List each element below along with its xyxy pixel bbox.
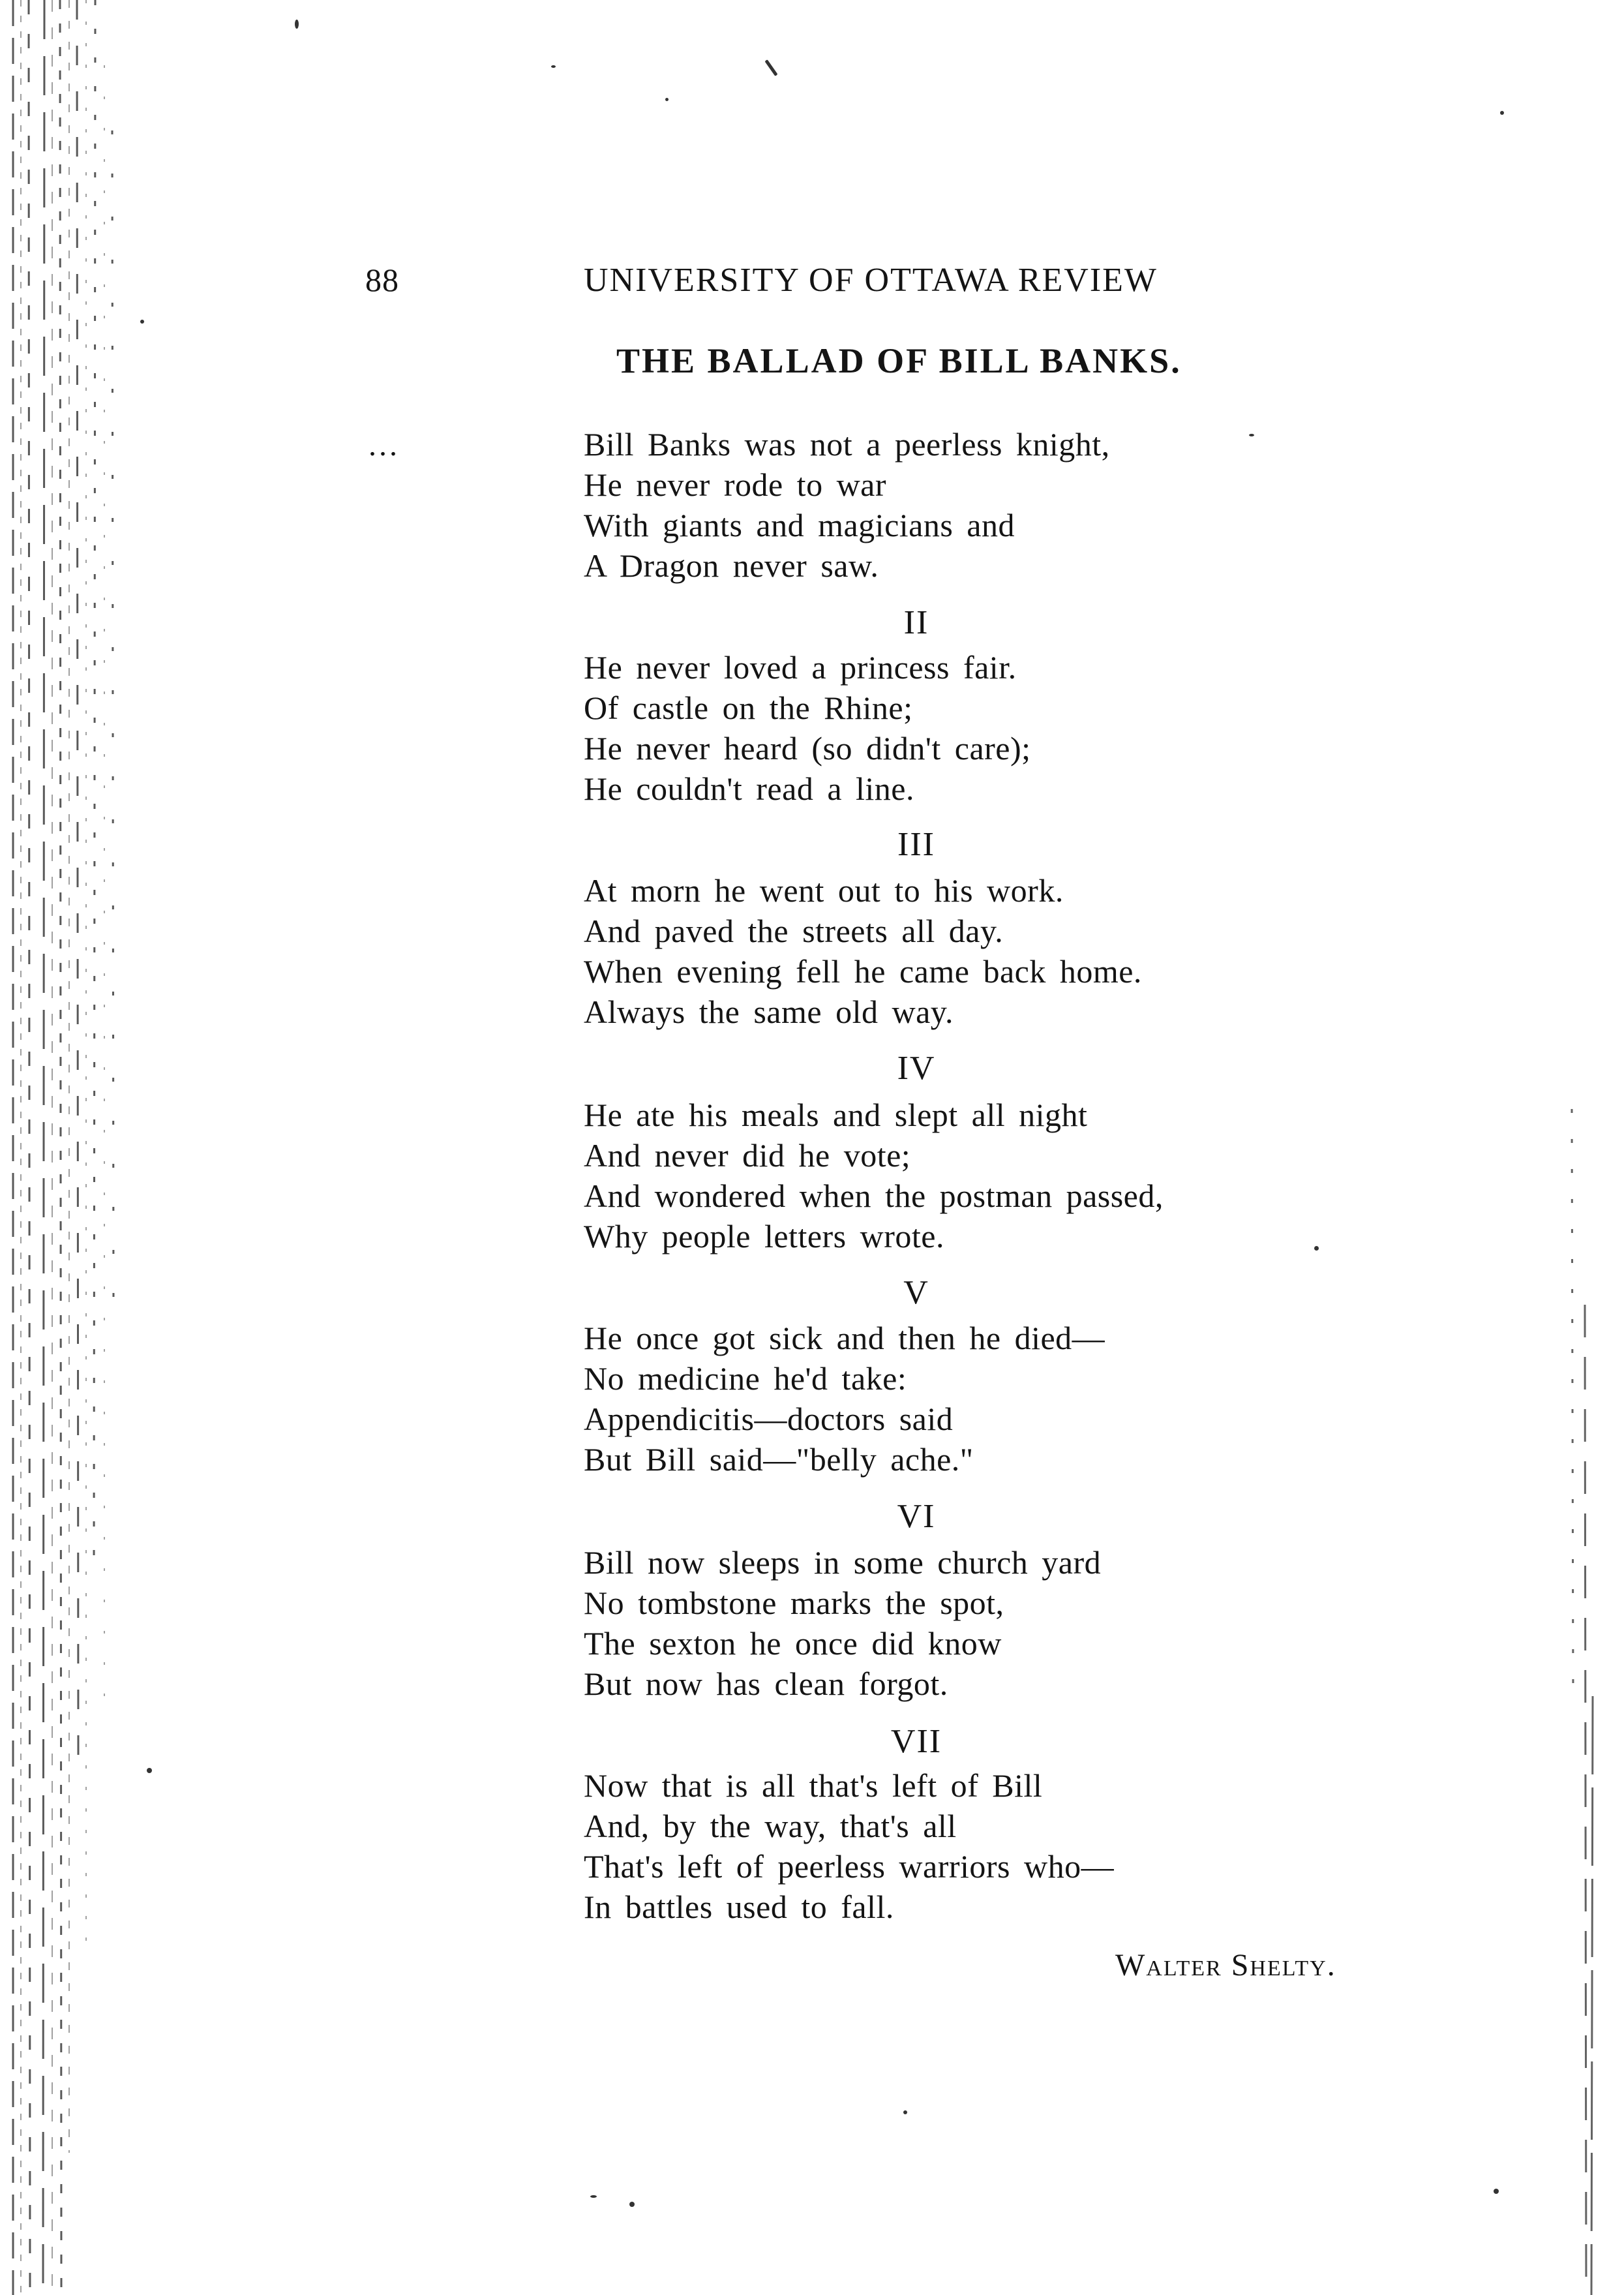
- scan-speck: [147, 1768, 152, 1773]
- scan-speck: [665, 98, 669, 101]
- verse-line: Of castle on the Rhine;: [584, 690, 913, 726]
- stanza-numeral: II: [903, 604, 929, 641]
- verse-line: With giants and magicians and: [584, 507, 1015, 543]
- verse-line: In battles used to fall.: [584, 1889, 894, 1925]
- verse-line: And, by the way, that's all: [584, 1808, 957, 1844]
- verse-line: A Dragon never saw.: [584, 547, 879, 584]
- verse-line: He couldn't read a line.: [584, 770, 914, 807]
- scan-speck: [629, 2202, 635, 2207]
- verse-line: At morn he went out to his work.: [584, 872, 1064, 909]
- verse-line: The sexton he once did know: [584, 1625, 1002, 1662]
- verse-line: Why people letters wrote.: [584, 1218, 944, 1254]
- stanza: [584, 870, 1301, 1032]
- stanza-numeral: VI: [897, 1498, 936, 1535]
- stanza: [584, 1542, 1301, 1704]
- scan-speck: [590, 2195, 597, 2198]
- margin-mark: ...: [368, 428, 400, 463]
- verse-line: Now that is all that's left of Bill: [584, 1767, 1043, 1804]
- verse-line: And paved the streets all day.: [584, 913, 1004, 949]
- verse-line: He never rode to war: [584, 466, 887, 503]
- scan-speck: [903, 2110, 907, 2114]
- verse-line: And wondered when the postman passed,: [584, 1178, 1164, 1214]
- verse-line: He ate his meals and slept all night: [584, 1097, 1088, 1133]
- running-head: UNIVERSITY OF OTTAWA REVIEW: [584, 262, 1158, 299]
- verse-line: But Bill said—"belly ache.": [584, 1441, 974, 1478]
- stanza: [584, 1318, 1301, 1480]
- scan-speck: [140, 320, 144, 324]
- scan-speck: [1500, 111, 1504, 115]
- poem-title: THE BALLAD OF BILL BANKS.: [616, 341, 1182, 380]
- stanza: [584, 424, 1301, 586]
- scan-speck: [1314, 1246, 1319, 1251]
- stanza: [584, 1765, 1301, 1927]
- verse-line: No tombstone marks the spot,: [584, 1585, 1004, 1621]
- stanza-numeral: IV: [897, 1050, 936, 1087]
- verse-line: He never loved a princess fair.: [584, 649, 1017, 686]
- verse-line: Always the same old way.: [584, 994, 954, 1030]
- page-number: 88: [365, 262, 399, 298]
- scan-speck: [764, 59, 777, 76]
- stanza-numeral: V: [903, 1274, 929, 1311]
- verse-line: When evening fell he came back home.: [584, 953, 1142, 990]
- verse-line: He once got sick and then he died—: [584, 1320, 1105, 1356]
- scan-speck: [1494, 2189, 1499, 2194]
- verse-line: That's left of peerless warriors who—: [584, 1848, 1115, 1885]
- stanza: [584, 1095, 1301, 1256]
- stanza-numeral: VII: [890, 1723, 942, 1760]
- verse-line: No medicine he'd take:: [584, 1360, 907, 1397]
- verse-line: But now has clean forgot.: [584, 1665, 948, 1702]
- verse-line: And never did he vote;: [584, 1137, 911, 1174]
- author-signature: Walter Shelty.: [1115, 1948, 1336, 1983]
- verse-line: Bill now sleeps in some church yard: [584, 1544, 1102, 1581]
- verse-line: Bill Banks was not a peerless knight,: [584, 426, 1110, 463]
- scan-speck: [295, 20, 299, 29]
- verse-line: Appendicitis—doctors said: [584, 1401, 954, 1437]
- stanza-numeral: III: [897, 826, 935, 863]
- scan-speck: [551, 65, 556, 68]
- stanza: [584, 647, 1301, 809]
- verse-line: He never heard (so didn't care);: [584, 730, 1031, 767]
- binding-edge-scan-noise: [0, 0, 137, 2295]
- page-edge-scan-noise: [1546, 1109, 1617, 2295]
